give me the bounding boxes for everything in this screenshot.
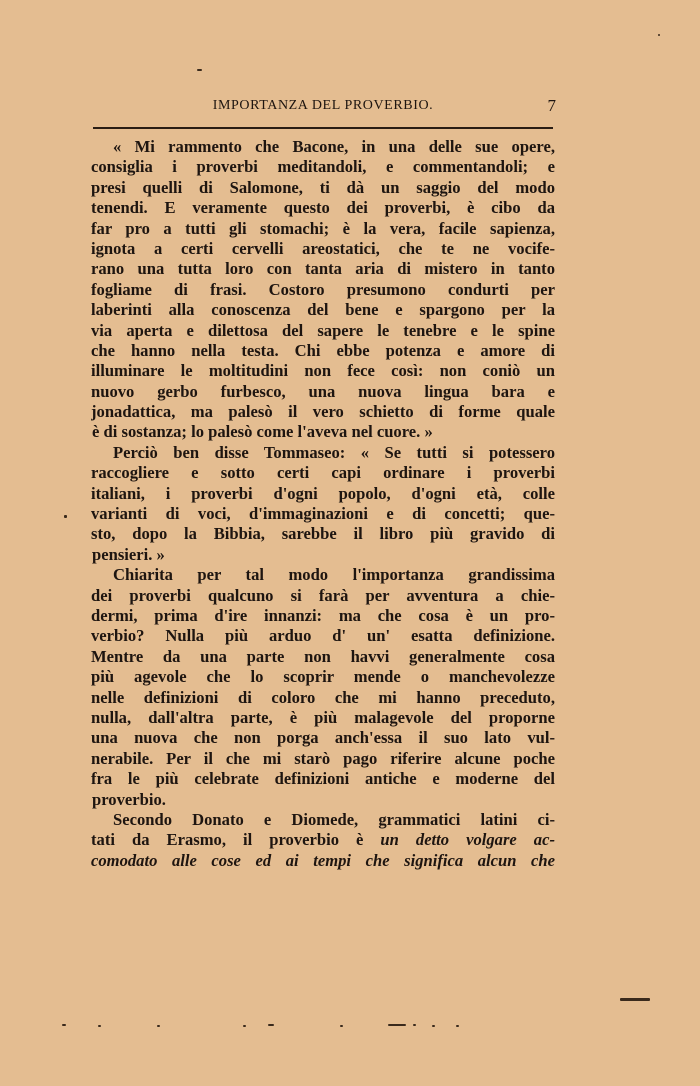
italic-text: comodato alle cose ed ai tempi che significa alcun che [91,850,555,870]
text-line: italiani, i proverbi d'ogni popolo, d'ogni età, colle [91,483,555,503]
text-run: tati da Erasmo, il proverbio è [91,830,364,850]
text-line: presi quelli di Salomone, ti dà un saggio del modo [91,177,555,197]
text-line: più agevole che lo scoprir mende o manchevolezze [91,667,555,687]
text-line: raccogliere e sotto certi capi ordinare i proverbi [91,463,555,483]
scan-speck [197,69,202,71]
text-line: pensieri. » [92,544,165,564]
scan-speck [432,1025,435,1027]
italic-text: un detto volgare ac- [380,830,555,850]
text-line: consiglia i proverbi meditandoli, e commentandoli; e [91,157,555,177]
text-line: una nuova che non porga anch'essa il suo lato vul- [91,728,555,748]
scan-speck [340,1025,343,1027]
scan-speck [620,998,650,1001]
scan-speck [413,1024,416,1026]
text-line: Mentre da una parte non havvi generalmente cosa [91,646,555,666]
text-line: rano una tutta loro con tanta aria di mistero in tanto [91,259,555,279]
text-line: varianti di voci, d'immaginazioni e di concetti; que- [91,504,555,524]
text-line: sto, dopo la Bibbia, sarebbe il libro più gravido di [91,524,555,544]
text-line: laberinti alla conoscenza del bene e spargono per la [91,300,555,320]
running-head [90,98,556,118]
text-line: è di sostanza; lo palesò come l'aveva nel cuore. » [92,422,433,442]
text-line: far pro a tutti gli stomachi; è la vera, facile sapienza, [91,218,555,238]
scan-speck [658,34,660,36]
scan-speck [268,1024,274,1026]
text-line: Secondo Donato e Diomede, grammatici latini ci- [113,809,555,829]
text-line: illuminare le moltitudini non fece così: non coniò un [91,361,555,381]
scan-speck [456,1025,459,1027]
page-number: 7 [547,96,556,115]
scan-speck [243,1025,246,1027]
text-line: nerabile. Per il che mi starò pago riferire alcune poche [91,748,555,768]
header-rule [93,127,553,129]
text-line: ignota a certi cervelli areostatici, che te ne vocife- [91,238,555,258]
scan-speck [98,1025,101,1027]
text-line: dermi, prima d'ire innanzi: ma che cosa è un pro- [91,605,555,625]
text-line [91,830,555,850]
text-line: fogliame di frasi. Costoro presumono condurti per [91,279,555,299]
text-line: Perciò ben disse Tommaseo: « Se tutti si potessero [113,442,555,462]
text-line [91,851,555,871]
text-line: fra le più celebrate definizioni antiche e moderne del [91,769,555,789]
running-title: IMPORTANZA DEL PROVERBIO. [212,98,434,113]
text-line: dei proverbi qualcuno si farà per avventura a chie- [91,585,555,605]
body-text [91,137,555,871]
text-line: Chiarita per tal modo l'importanza grandissima [113,565,555,585]
text-line: « Mi rammento che Bacone, in una delle sue opere, [113,137,555,156]
text-line: che hanno nella testa. Chi ebbe potenza e amore di [91,340,555,360]
text-line: via aperta e dilettosa del sapere le tenebre e le spine [91,320,555,340]
text-line: nelle definizioni di coloro che mi hanno preceduto, [91,687,555,707]
scan-speck [62,1024,66,1026]
text-line: verbio? Nulla più arduo d' un' esatta definizione. [91,626,555,646]
scan-speck [157,1025,160,1027]
scan-speck [388,1024,406,1026]
text-line: tenendi. E veramente questo dei proverbi, è cibo da [91,198,555,218]
scan-speck [64,515,67,518]
text-line: nulla, dall'altra parte, è più malagevole del proporne [91,707,555,727]
text-line: jonadattica, ma palesò il vero schietto di forme quale [91,402,555,422]
text-line: nuovo gerbo furbesco, una nuova lingua bara e [91,381,555,401]
text-line: proverbio. [92,789,166,809]
